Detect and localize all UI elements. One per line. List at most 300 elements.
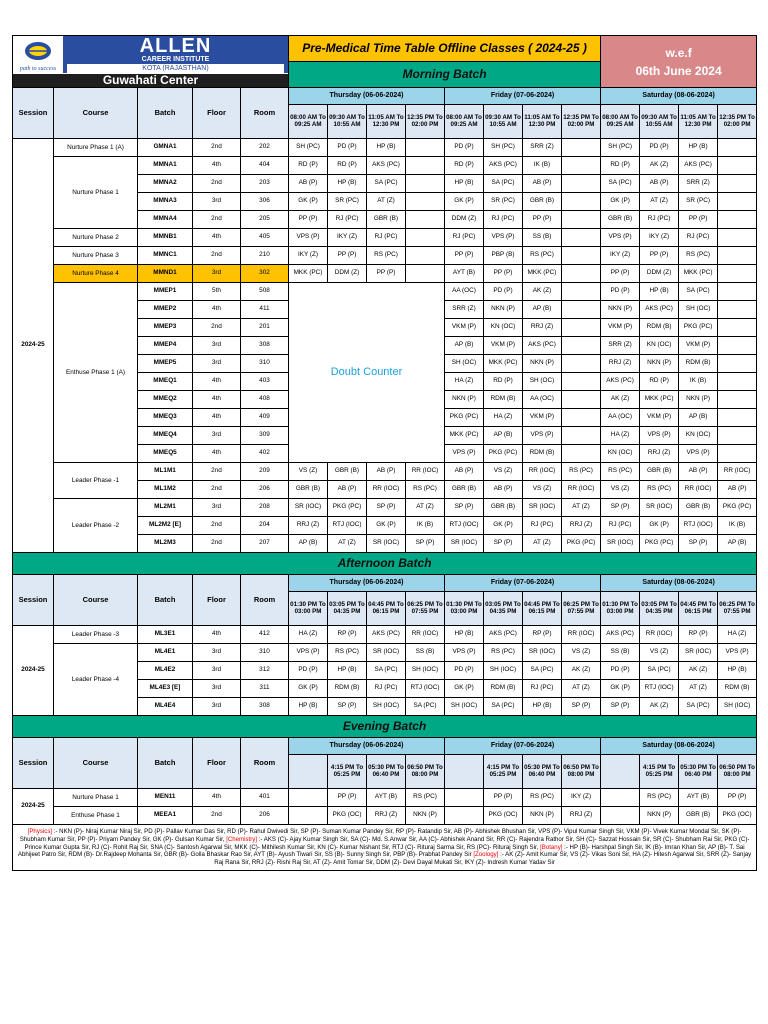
class-slot: PD (P)	[484, 283, 523, 301]
class-slot: AT (Z)	[328, 535, 367, 553]
room: 308	[241, 337, 289, 355]
class-slot: RRJ (Z)	[562, 517, 601, 535]
time-slot: 05:30 PM To 06:40 PM	[367, 755, 406, 789]
class-slot	[445, 789, 484, 807]
table-row	[13, 626, 757, 644]
time-slot: 06:50 PM To 08:00 PM	[562, 755, 601, 789]
room: 403	[241, 373, 289, 391]
time-slot: 4:15 PM To 05:25 PM	[484, 755, 523, 789]
table-row	[13, 644, 757, 662]
class-slot: RDM (B)	[640, 319, 679, 337]
table-row	[13, 807, 757, 825]
floor: 3rd	[193, 193, 241, 211]
class-slot	[718, 373, 757, 391]
floor: 4th	[193, 409, 241, 427]
class-slot: SA (PC)	[679, 698, 718, 716]
class-slot: AP (B)	[289, 535, 328, 553]
class-slot: AP (B)	[718, 535, 757, 553]
class-slot	[718, 337, 757, 355]
class-slot: VKM (P)	[523, 409, 562, 427]
class-slot: VPS (P)	[289, 644, 328, 662]
class-slot: RJ (PC)	[523, 517, 562, 535]
class-slot: PP (P)	[640, 247, 679, 265]
class-slot: PKG (PC)	[328, 499, 367, 517]
day-header: Friday (07-06-2024)	[445, 575, 601, 592]
class-slot	[562, 229, 601, 247]
class-slot: GBR (B)	[445, 481, 484, 499]
class-slot	[562, 175, 601, 193]
table-row	[13, 283, 757, 301]
class-slot: AT (Z)	[367, 193, 406, 211]
class-slot: RJ (PC)	[328, 211, 367, 229]
room: 204	[241, 517, 289, 535]
batch-code: MMEP3	[138, 319, 193, 337]
course-name: Leader Phase -2	[54, 499, 138, 553]
class-slot	[406, 139, 445, 157]
class-slot	[718, 211, 757, 229]
class-slot: RDM (B)	[484, 391, 523, 409]
class-slot: PKG (PC)	[718, 499, 757, 517]
class-slot: AK (Z)	[562, 662, 601, 680]
course-name: Nurture Phase 1 (A)	[54, 139, 138, 157]
time-slot: 12:35 PM To 02:00 PM	[406, 105, 445, 139]
class-slot	[562, 319, 601, 337]
class-slot: SA (PC)	[367, 662, 406, 680]
class-slot: MKK (PC)	[679, 265, 718, 283]
class-slot: MKK (PC)	[445, 427, 484, 445]
class-slot: RR (IOC)	[406, 626, 445, 644]
class-slot	[406, 157, 445, 175]
class-slot: RS (PC)	[484, 644, 523, 662]
class-slot: RJ (PC)	[445, 229, 484, 247]
class-slot: IK (B)	[523, 157, 562, 175]
class-slot: VPS (P)	[445, 445, 484, 463]
class-slot: RD (P)	[601, 157, 640, 175]
col-course: Course	[54, 738, 138, 789]
legend-subject: [Zoology]	[473, 851, 499, 859]
class-slot	[718, 427, 757, 445]
table-row	[13, 499, 757, 517]
day-header: Saturday (08-06-2024)	[601, 88, 757, 105]
floor: 3rd	[193, 680, 241, 698]
room: 408	[241, 391, 289, 409]
class-slot: SH (IOC)	[484, 662, 523, 680]
floor: 5th	[193, 283, 241, 301]
time-slot: 12:35 PM To 02:00 PM	[562, 105, 601, 139]
class-slot: RR (IOC)	[679, 481, 718, 499]
class-slot: AKS (PC)	[367, 626, 406, 644]
class-slot: NKN (P)	[601, 301, 640, 319]
class-slot: IK (B)	[406, 517, 445, 535]
class-slot: IK (B)	[718, 517, 757, 535]
class-slot: SH (PC)	[484, 139, 523, 157]
batch-code: MMEQ4	[138, 427, 193, 445]
class-slot: AKS (PC)	[679, 157, 718, 175]
class-slot: RR (IOC)	[523, 463, 562, 481]
class-slot	[562, 211, 601, 229]
room: 210	[241, 247, 289, 265]
batch-code: ML2M3	[138, 535, 193, 553]
class-slot: PD (P)	[328, 139, 367, 157]
class-slot: RS (PC)	[640, 481, 679, 499]
floor: 2nd	[193, 481, 241, 499]
floor: 3rd	[193, 698, 241, 716]
class-slot: GK (P)	[445, 193, 484, 211]
class-slot: NKN (P)	[523, 807, 562, 825]
col-floor: Floor	[193, 88, 241, 139]
batch-code: MMEQ2	[138, 391, 193, 409]
time-slot: 09:30 AM To 10:55 AM	[640, 105, 679, 139]
room: 310	[241, 644, 289, 662]
course-name: Nurture Phase 1	[54, 789, 138, 807]
time-slot: 03:05 PM To 04:35 PM	[640, 592, 679, 626]
class-slot: SA (PC)	[640, 662, 679, 680]
batch-code: MMEQ1	[138, 373, 193, 391]
class-slot: AK (Z)	[601, 391, 640, 409]
class-slot: KN (OC)	[679, 427, 718, 445]
room: 411	[241, 301, 289, 319]
class-slot: SA (PC)	[406, 698, 445, 716]
class-slot: HP (B)	[289, 698, 328, 716]
class-slot: AB (P)	[367, 463, 406, 481]
class-slot: VS (Z)	[640, 644, 679, 662]
floor: 4th	[193, 157, 241, 175]
class-slot: VKM (P)	[640, 409, 679, 427]
class-slot: SRR (Z)	[601, 337, 640, 355]
floor: 2nd	[193, 463, 241, 481]
class-slot: AK (Z)	[640, 698, 679, 716]
class-slot: AT (Z)	[562, 499, 601, 517]
class-slot: GBR (B)	[601, 211, 640, 229]
class-slot: NKN (P)	[523, 355, 562, 373]
class-slot: SR (PC)	[679, 193, 718, 211]
time-slot: 11:05 AM To 12:30 PM	[679, 105, 718, 139]
class-slot: RD (P)	[640, 373, 679, 391]
legend-subject: [Botany]	[540, 843, 563, 851]
timetable-sheet	[12, 35, 756, 895]
class-slot	[445, 807, 484, 825]
class-slot	[562, 193, 601, 211]
class-slot: RP (P)	[523, 626, 562, 644]
batch-code: MMNC1	[138, 247, 193, 265]
class-slot: SA (PC)	[523, 662, 562, 680]
class-slot: GBR (B)	[679, 807, 718, 825]
class-slot: IKY (Z)	[640, 229, 679, 247]
class-slot: AKS (PC)	[484, 157, 523, 175]
class-slot: MKK (PC)	[523, 265, 562, 283]
class-slot	[406, 265, 445, 283]
course-name: Nurture Phase 2	[54, 229, 138, 247]
class-slot: SH (IOC)	[718, 698, 757, 716]
class-slot: VPS (P)	[601, 229, 640, 247]
batch-code: MMNA1	[138, 157, 193, 175]
class-slot: AKS (PC)	[523, 337, 562, 355]
class-slot: RD (P)	[328, 157, 367, 175]
class-slot: SR (IOC)	[601, 535, 640, 553]
class-slot: GK (P)	[289, 680, 328, 698]
class-slot: HP (B)	[367, 139, 406, 157]
day-header: Friday (07-06-2024)	[445, 738, 601, 755]
class-slot: RDM (B)	[718, 680, 757, 698]
class-slot: NKN (P)	[406, 807, 445, 825]
class-slot: VS (Z)	[562, 644, 601, 662]
class-slot: DDM (Z)	[445, 211, 484, 229]
time-slot: 11:05 AM To 12:30 PM	[523, 105, 562, 139]
class-slot	[562, 301, 601, 319]
col-floor: Floor	[193, 738, 241, 789]
room: 206	[241, 807, 289, 825]
logo-career: CAREER INSTITUTE	[141, 56, 210, 63]
class-slot	[562, 427, 601, 445]
wef-date: 06th June 2024	[635, 63, 722, 78]
class-slot: VPS (P)	[445, 644, 484, 662]
batch-code: MMNA3	[138, 193, 193, 211]
class-slot: PD (P)	[445, 662, 484, 680]
class-slot	[562, 373, 601, 391]
class-slot: AP (B)	[445, 337, 484, 355]
class-slot	[718, 247, 757, 265]
class-slot: PP (P)	[679, 211, 718, 229]
class-slot: RJ (PC)	[640, 211, 679, 229]
class-slot: NKN (P)	[640, 807, 679, 825]
class-slot: VKM (P)	[679, 337, 718, 355]
class-slot: PP (P)	[484, 265, 523, 283]
room: 310	[241, 355, 289, 373]
course-name: Nurture Phase 4	[54, 265, 138, 283]
class-slot: RR (IOC)	[562, 626, 601, 644]
class-slot: SP (P)	[445, 499, 484, 517]
class-slot: VKM (P)	[601, 319, 640, 337]
room: 308	[241, 698, 289, 716]
time-slot: 04:45 PM To 06:15 PM	[523, 592, 562, 626]
class-slot: HP (B)	[718, 662, 757, 680]
course-name: Leader Phase -1	[54, 463, 138, 499]
class-slot: PKG (OC)	[718, 807, 757, 825]
class-slot: PD (P)	[445, 139, 484, 157]
time-slot: 09:30 AM To 10:55 AM	[484, 105, 523, 139]
time-slot: 01:30 PM To 03:00 PM	[289, 592, 328, 626]
class-slot: HP (B)	[445, 626, 484, 644]
session-cell: 2024-25	[13, 139, 54, 553]
class-slot: RDM (B)	[484, 680, 523, 698]
floor: 2nd	[193, 247, 241, 265]
floor: 2nd	[193, 319, 241, 337]
class-slot	[718, 229, 757, 247]
class-slot: IKY (Z)	[562, 789, 601, 807]
class-slot: PKG (PC)	[640, 535, 679, 553]
class-slot	[718, 283, 757, 301]
table-row	[13, 789, 757, 807]
floor: 2nd	[193, 807, 241, 825]
class-slot: VPS (P)	[640, 427, 679, 445]
class-slot: VKM (P)	[484, 337, 523, 355]
class-slot: RR (IOC)	[640, 626, 679, 644]
class-slot: AT (Z)	[679, 680, 718, 698]
class-slot: PD (P)	[640, 139, 679, 157]
legend-text: :- AK (Z)- Amit Kumar Sir, VS (Z)- Vikas Soni Sir, HA (Z)- Hitesh Agarwal Sir, SRR (Z)- Sanjay Raj Rana Sir, RRJ (Z)- Rishi Raj Sir, AT (Z)- Amit Tomar Sir, DDM (Z)- Devi Dayal Mukati Sir, IKY (Z)- Indresh Kumar Yadav Sir	[214, 851, 752, 867]
class-slot: VPS (P)	[679, 445, 718, 463]
batch-code: MMEQ5	[138, 445, 193, 463]
col-room: Room	[241, 738, 289, 789]
class-slot: VS (Z)	[484, 463, 523, 481]
class-slot: SH (IOC)	[406, 662, 445, 680]
class-slot	[562, 409, 601, 427]
class-slot: IK (B)	[679, 373, 718, 391]
floor: 2nd	[193, 211, 241, 229]
class-slot: SP (P)	[367, 499, 406, 517]
floor: 3rd	[193, 644, 241, 662]
time-slot: 11:05 AM To 12:30 PM	[367, 105, 406, 139]
class-slot	[406, 175, 445, 193]
class-slot: SR (IOC)	[640, 499, 679, 517]
class-slot: RS (PC)	[367, 247, 406, 265]
class-slot: AK (Z)	[523, 283, 562, 301]
class-slot	[562, 391, 601, 409]
class-slot: RJ (PC)	[367, 680, 406, 698]
class-slot: AB (P)	[328, 481, 367, 499]
class-slot: RRJ (Z)	[367, 807, 406, 825]
class-slot: AKS (PC)	[601, 373, 640, 391]
class-slot: VPS (P)	[484, 229, 523, 247]
floor: 2nd	[193, 139, 241, 157]
batch-code: MMEP4	[138, 337, 193, 355]
class-slot	[289, 807, 328, 825]
class-slot: SH (OC)	[523, 373, 562, 391]
class-slot	[562, 337, 601, 355]
time-slot	[601, 755, 640, 789]
class-slot: DDM (Z)	[328, 265, 367, 283]
time-slot: 4:15 PM To 05:25 PM	[640, 755, 679, 789]
afternoon-batch-label: Afternoon Batch	[13, 553, 757, 575]
class-slot: SR (IOC)	[367, 644, 406, 662]
class-slot: MKK (PC)	[484, 355, 523, 373]
floor: 2nd	[193, 175, 241, 193]
time-slot: 06:25 PM To 07:55 PM	[562, 592, 601, 626]
floor: 3rd	[193, 662, 241, 680]
class-slot: AP (B)	[523, 301, 562, 319]
class-slot: RTJ (IOC)	[328, 517, 367, 535]
class-slot: AA (OC)	[523, 391, 562, 409]
class-slot: PKG (PC)	[562, 535, 601, 553]
room: 312	[241, 662, 289, 680]
class-slot: AA (OC)	[445, 283, 484, 301]
day-header: Thursday (06-06-2024)	[289, 575, 445, 592]
class-slot: HP (B)	[328, 662, 367, 680]
course-name: Enthuse Phase 1	[54, 807, 138, 825]
class-slot: RJ (PC)	[367, 229, 406, 247]
evening-batch-label: Evening Batch	[13, 716, 757, 738]
class-slot: RD (P)	[445, 157, 484, 175]
class-slot: PP (P)	[328, 789, 367, 807]
class-slot	[562, 247, 601, 265]
time-slot	[445, 755, 484, 789]
allen-emblem-icon	[13, 36, 63, 74]
class-slot: GK (P)	[367, 517, 406, 535]
course-name: Nurture Phase 1	[54, 157, 138, 229]
class-slot: KN (OC)	[484, 319, 523, 337]
col-room: Room	[241, 88, 289, 139]
batch-code: MMEP5	[138, 355, 193, 373]
class-slot: VKM (P)	[445, 319, 484, 337]
class-slot: KN (OC)	[601, 445, 640, 463]
class-slot: RR (IOC)	[718, 463, 757, 481]
class-slot: SA (PC)	[679, 283, 718, 301]
batch-code: ML1M2	[138, 481, 193, 499]
class-slot: NKN (P)	[445, 391, 484, 409]
class-slot	[718, 193, 757, 211]
batch-code: MMNB1	[138, 229, 193, 247]
class-slot: RS (PC)	[328, 644, 367, 662]
time-slot: 03:05 PM To 04:35 PM	[484, 592, 523, 626]
course-name: Leader Phase -3	[54, 626, 138, 644]
class-slot: SP (P)	[562, 698, 601, 716]
class-slot: RD (P)	[484, 373, 523, 391]
class-slot: AB (P)	[289, 175, 328, 193]
time-slot: 06:25 PM To 07:55 PM	[718, 592, 757, 626]
class-slot: GBR (B)	[367, 211, 406, 229]
batch-code: MMEP2	[138, 301, 193, 319]
floor: 4th	[193, 373, 241, 391]
session-cell: 2024-25	[13, 626, 54, 716]
class-slot: AT (Z)	[562, 680, 601, 698]
class-slot: KN (OC)	[640, 337, 679, 355]
class-slot: HA (Z)	[484, 409, 523, 427]
class-slot: AB (P)	[523, 175, 562, 193]
class-slot: RRJ (Z)	[562, 807, 601, 825]
class-slot: SA (PC)	[484, 175, 523, 193]
class-slot: SH (PC)	[601, 139, 640, 157]
floor: 3rd	[193, 337, 241, 355]
floor: 4th	[193, 229, 241, 247]
wef-box	[601, 36, 757, 88]
class-slot	[562, 283, 601, 301]
class-slot: SR (IOC)	[523, 644, 562, 662]
class-slot: RR (IOC)	[406, 463, 445, 481]
class-slot: RDM (B)	[679, 355, 718, 373]
room: 402	[241, 445, 289, 463]
class-slot: AK (Z)	[640, 157, 679, 175]
course-name: Nurture Phase 3	[54, 247, 138, 265]
class-slot: RRJ (Z)	[640, 445, 679, 463]
batch-band	[13, 553, 757, 575]
class-slot: SP (P)	[679, 535, 718, 553]
class-slot: SP (P)	[328, 698, 367, 716]
class-slot: RTJ (IOC)	[679, 517, 718, 535]
room: 209	[241, 463, 289, 481]
time-slot: 08:00 AM To 09:25 AM	[445, 105, 484, 139]
table-row	[13, 247, 757, 265]
class-slot: SR (PC)	[328, 193, 367, 211]
class-slot: AP (B)	[679, 409, 718, 427]
room: 409	[241, 409, 289, 427]
time-slot: 08:00 AM To 09:25 AM	[601, 105, 640, 139]
floor: 4th	[193, 301, 241, 319]
class-slot: DDM (Z)	[640, 265, 679, 283]
class-slot: PP (P)	[484, 789, 523, 807]
class-slot: AYT (B)	[367, 789, 406, 807]
batch-band	[13, 716, 757, 738]
room: 306	[241, 193, 289, 211]
class-slot: IKY (Z)	[289, 247, 328, 265]
floor: 4th	[193, 789, 241, 807]
batch-code: ML3E1	[138, 626, 193, 644]
legend-text: :- HP (B)- Harshpal Singh Sir, IK (B)- Imran Khan Sir, AP (B)- T. Sai Abhijeet Patro Sir, RDM (B)- Dr.Rajdeep Mohanta Sir, GBR (B)- Golla Bhaskar Rao Sir, AYT (B)- Ayush Tiwari Sir, SS (B)- Sunny Singh Sir, PBP (B)- Prabhat Pandey Sir	[17, 843, 745, 859]
room: 508	[241, 283, 289, 301]
batch-code: ML4E2	[138, 662, 193, 680]
floor: 3rd	[193, 427, 241, 445]
class-slot: SA (PC)	[601, 175, 640, 193]
class-slot: RJ (PC)	[601, 517, 640, 535]
